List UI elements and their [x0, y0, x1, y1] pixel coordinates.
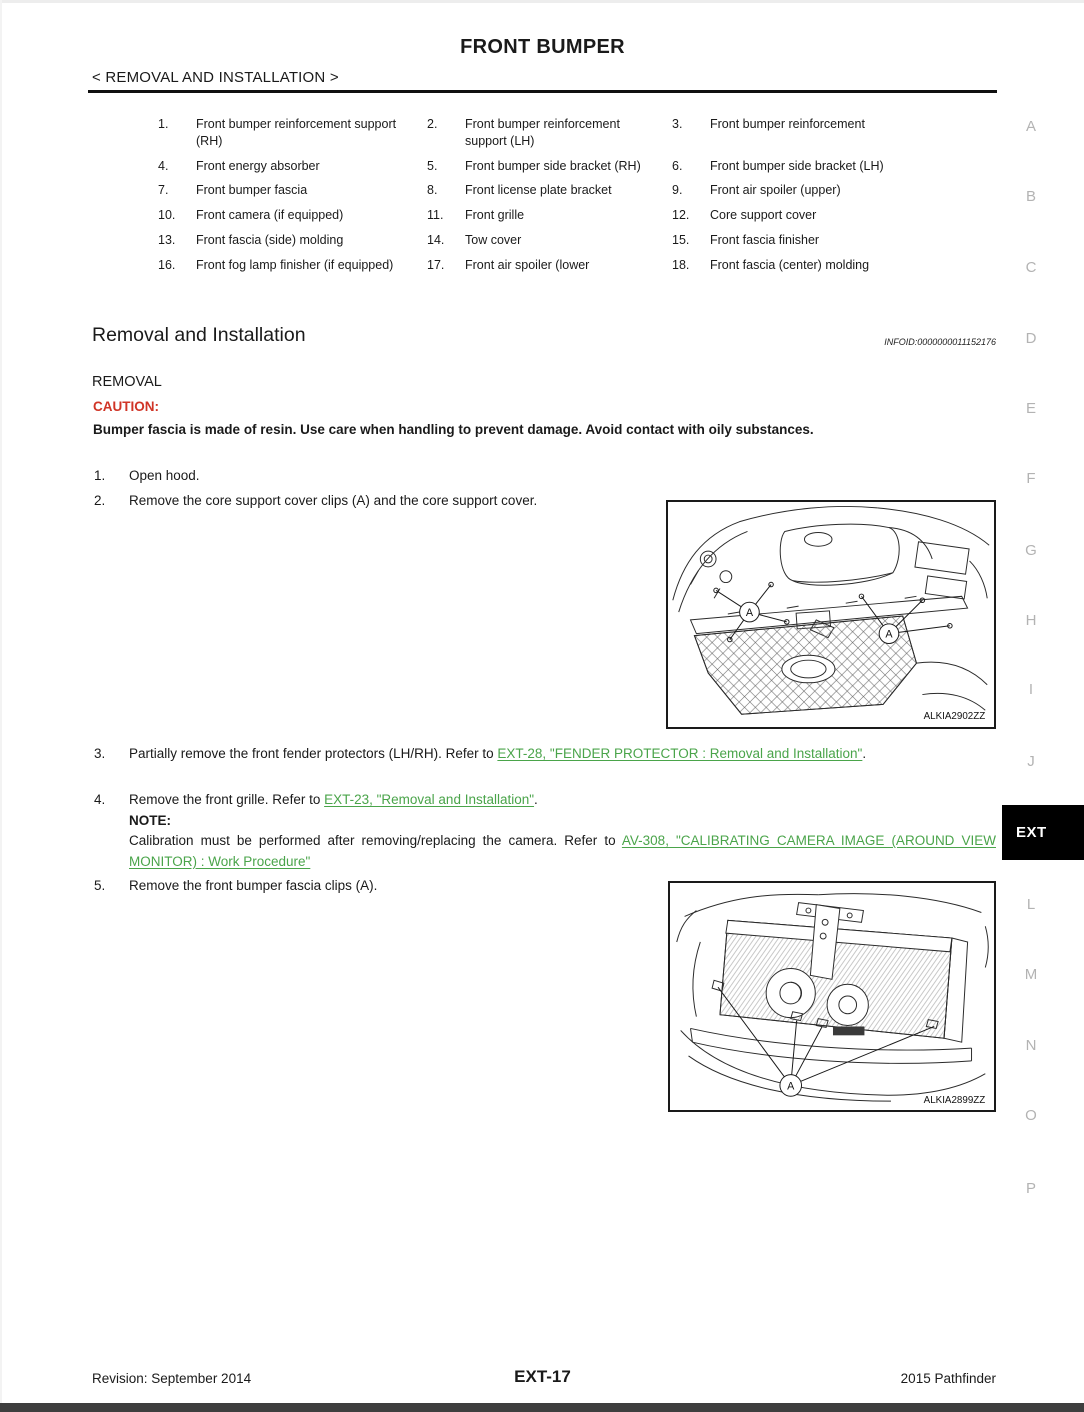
parts-list-item [158, 182, 427, 199]
callout-a: A [745, 606, 754, 619]
caution-label: CAUTION: [93, 399, 159, 414]
step-text: Remove the core support cover clips (A) and the core support cover. [129, 493, 538, 508]
step-3 [94, 744, 996, 765]
callout-a: A [885, 628, 893, 641]
figure-code: ALKIA2902ZZ [923, 711, 986, 723]
item-label: Front bumper reinforcement support (LH) [465, 117, 620, 148]
item-number: 7. [158, 183, 169, 198]
link-ext-28-fender-protector[interactable]: EXT-28, "FENDER PROTECTOR : Removal and Installation" [497, 746, 863, 761]
item-number: 1. [158, 117, 169, 131]
item-number: 18. [672, 257, 690, 272]
page-edge-left [0, 0, 2, 1412]
item-label: Front bumper side bracket (LH) [710, 158, 884, 173]
page-number: EXT-17 [514, 1367, 571, 1386]
step-number: 2. [94, 493, 106, 508]
infoid-code: INFOID:0000000011152176 [884, 337, 996, 347]
section-index-f: F [1026, 470, 1036, 487]
section-index-a: A [1025, 118, 1036, 135]
section-breadcrumb: < REMOVAL AND INSTALLATION > [92, 69, 339, 86]
item-number: 4. [158, 158, 169, 173]
item-label: Front fascia finisher [710, 232, 820, 247]
engine-bay-line-drawing [668, 502, 994, 727]
revision-date: Revision: September 2014 [92, 1371, 252, 1386]
item-label: Front bumper fascia [196, 183, 308, 198]
item-label: Front fog lamp finisher (if equipped) [196, 257, 394, 272]
parts-list-item [158, 207, 427, 224]
section-index-g: G [1025, 542, 1037, 559]
parts-list-item [672, 182, 996, 199]
section-index-c: C [1025, 259, 1037, 276]
parts-list [158, 116, 996, 273]
parts-list-item [427, 182, 672, 199]
item-number: 14. [427, 232, 445, 247]
step-number: 5. [94, 878, 106, 893]
parts-list-item [158, 232, 427, 249]
note-label: NOTE: [129, 812, 171, 828]
item-label: Front air spoiler (upper) [710, 183, 841, 198]
item-number: 9. [672, 183, 683, 198]
item-number: 13. [158, 232, 176, 247]
item-number: 10. [158, 208, 176, 222]
item-label: Front fascia (center) molding [710, 257, 870, 272]
figure-code: ALKIA2899ZZ [923, 1095, 986, 1107]
item-number: 12. [672, 208, 690, 222]
step-text-post: . [534, 792, 538, 807]
parts-list-item [427, 116, 672, 150]
callout-a: A [787, 1080, 795, 1093]
step-text [129, 744, 996, 765]
item-number: 11. [427, 208, 444, 222]
parts-list-item [427, 207, 672, 224]
parts-list-item [427, 232, 672, 249]
section-index-d: D [1025, 330, 1037, 347]
link-av-308-calibrating-camera[interactable]: AV-308, "CALIBRATING CAMERA IMAGE (AROUND VIEW MONITOR) : Work Procedure" [129, 833, 996, 869]
item-label: Tow cover [465, 232, 522, 247]
parts-list-item [672, 116, 996, 150]
parts-list-item [158, 158, 427, 175]
item-label: Front license plate bracket [465, 183, 612, 198]
item-number: 17. [427, 257, 445, 272]
step-text [129, 790, 996, 872]
step-2 [94, 491, 656, 512]
step-5 [94, 876, 654, 897]
parts-list-item [158, 116, 427, 150]
radiator-line-drawing [670, 883, 994, 1110]
section-index-b: B [1025, 188, 1036, 205]
step-1 [94, 466, 594, 487]
link-ext-23-removal-installation[interactable]: EXT-23, "Removal and Installation" [324, 792, 535, 807]
figure-core-support-cover [666, 500, 996, 729]
item-label: Front grille [465, 208, 525, 222]
step-number: 3. [94, 746, 106, 761]
item-label: Front energy absorber [196, 158, 320, 173]
parts-list-item [427, 257, 672, 274]
item-label: Front camera (if equipped) [196, 208, 344, 222]
page-edge-bottom [0, 1403, 1084, 1412]
section-index-p: P [1025, 1180, 1036, 1197]
model-year: 2015 Pathfinder [900, 1371, 996, 1386]
item-number: 2. [427, 117, 438, 131]
step-text: Open hood. [129, 468, 200, 483]
section-index-i: I [1028, 681, 1034, 698]
parts-list-item [672, 207, 996, 224]
step-number: 4. [94, 792, 106, 807]
item-number: 8. [427, 183, 438, 198]
item-label: Front air spoiler (lower [465, 257, 590, 272]
step-4 [94, 790, 996, 872]
parts-list-item [427, 158, 672, 175]
parts-list-item [672, 257, 996, 274]
figure-bumper-fascia-clips [668, 881, 996, 1112]
section-index-l: L [1026, 896, 1036, 913]
item-number: 5. [427, 158, 438, 173]
caution-text: Bumper fascia is made of resin. Use care when handling to prevent damage. Avoid contact with oily substances. [93, 422, 814, 437]
page-title: FRONT BUMPER [460, 36, 625, 58]
item-number: 16. [158, 257, 176, 272]
parts-list-item [672, 232, 996, 249]
section-index-e: E [1025, 400, 1036, 417]
item-number: 6. [672, 158, 683, 173]
parts-list-item [672, 158, 996, 175]
section-heading: Removal and Installation [92, 324, 306, 346]
item-label: Front bumper reinforcement [710, 117, 865, 131]
item-number: 3. [672, 117, 683, 131]
item-label: Front bumper reinforcement support (RH) [196, 117, 397, 148]
removal-heading: REMOVAL [92, 374, 162, 390]
step-number: 1. [94, 468, 106, 483]
step-text-pre: Partially remove the front fender protectors (LH/RH). Refer to [129, 746, 498, 761]
item-label: Front fascia (side) molding [196, 232, 344, 247]
header-rule [88, 90, 997, 93]
step-text-pre: Remove the front grille. Refer to [129, 792, 325, 807]
item-label: Front bumper side bracket (RH) [465, 158, 641, 173]
note-text [129, 831, 996, 872]
section-index-m: M [1024, 966, 1038, 983]
section-index-h: H [1025, 612, 1037, 629]
note-text-pre: Calibration must be performed after removing/replacing the camera. Refer to [129, 833, 622, 848]
step-text: Remove the front bumper fascia clips (A). [129, 878, 378, 893]
section-index-j: J [1027, 753, 1035, 770]
section-index-o: O [1025, 1107, 1037, 1124]
section-index-n: N [1025, 1037, 1037, 1054]
active-section-tab-ext: EXT [1002, 805, 1084, 860]
item-number: 15. [672, 232, 690, 247]
item-label: Core support cover [710, 208, 817, 222]
step-text-post: . [862, 746, 867, 761]
page-edge-top [0, 0, 1084, 3]
parts-list-item [158, 257, 427, 274]
